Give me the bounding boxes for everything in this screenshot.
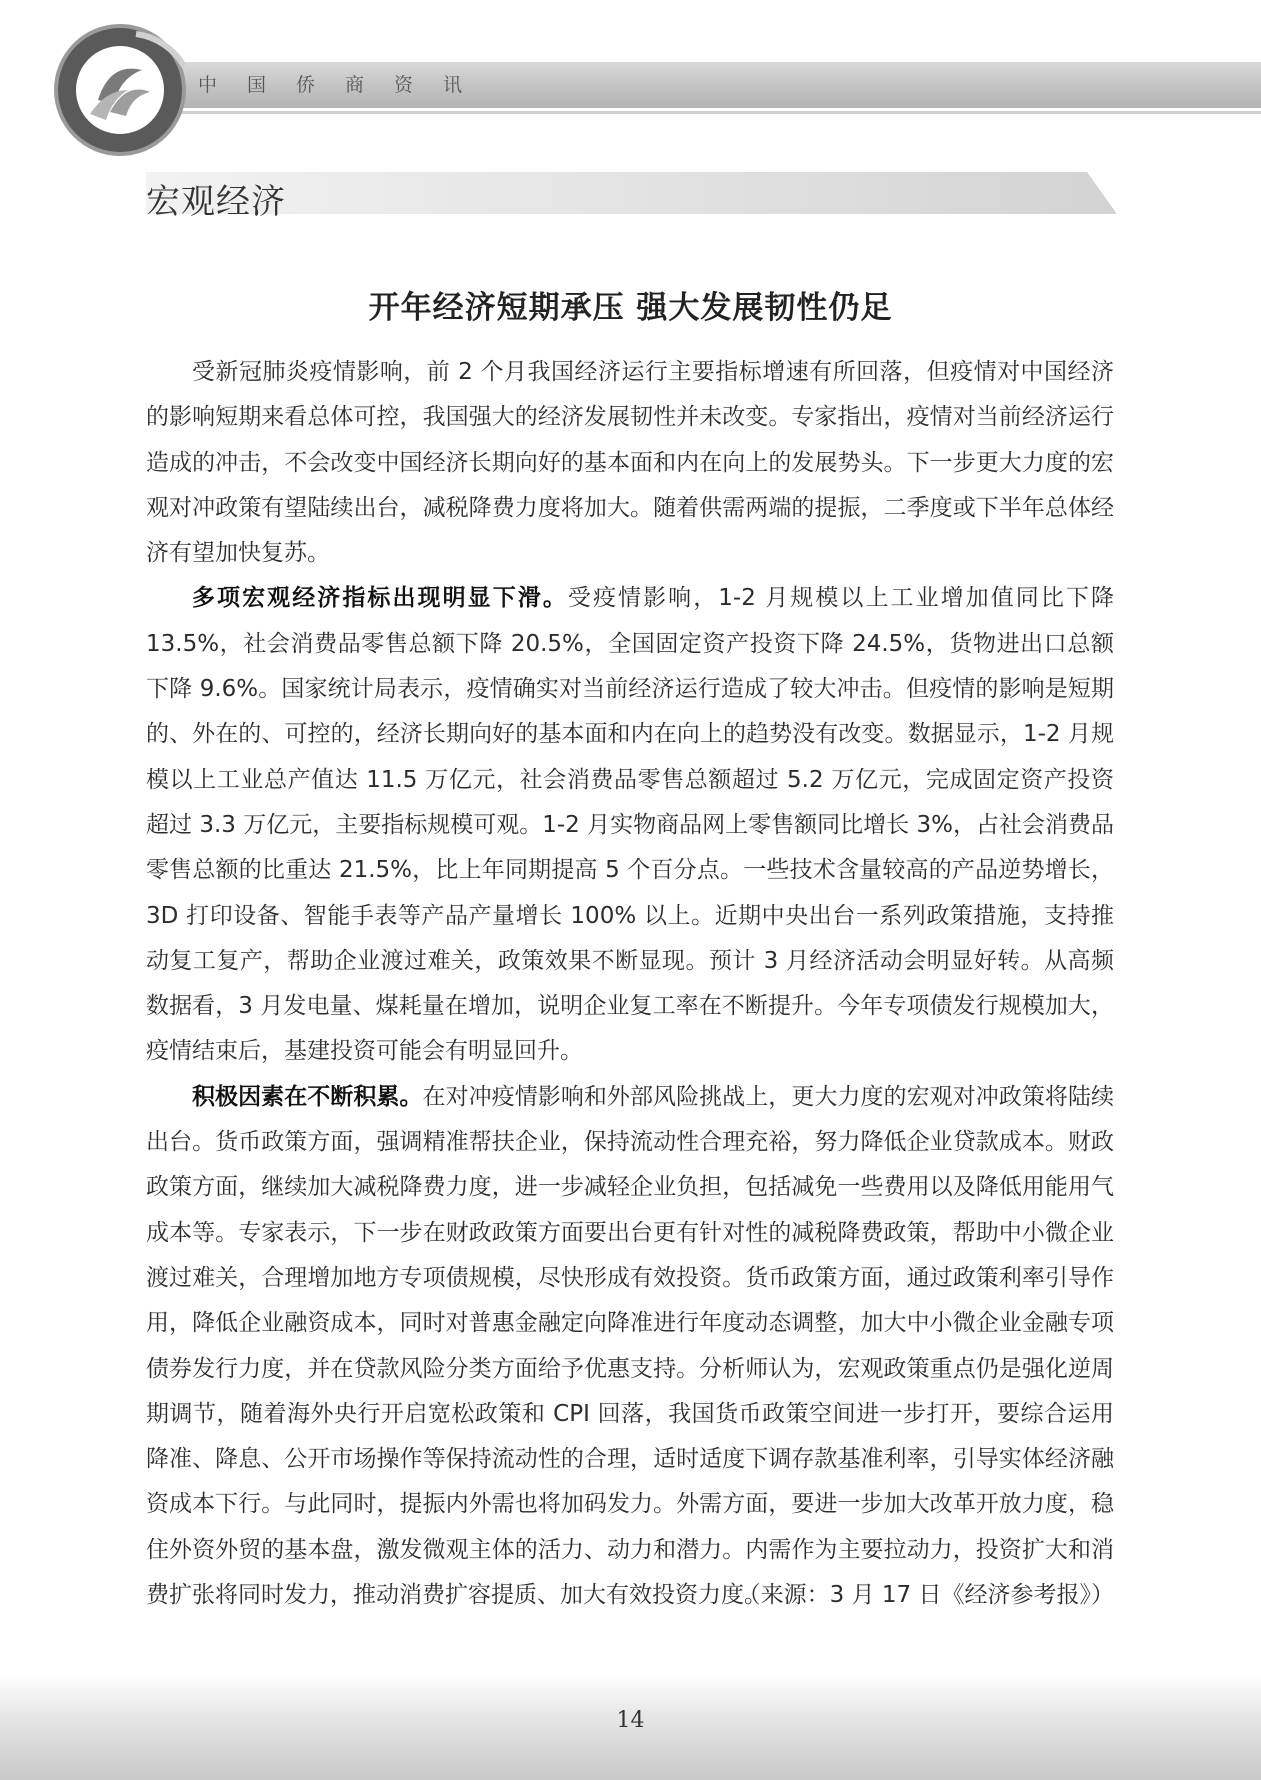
article-title: 开年经济短期承压 强大发展韧性仍足 [368,290,893,326]
logo [50,20,190,160]
section-title: 宏观经济 [146,182,286,222]
paragraph-1: 受新冠肺炎疫情影响，前 2 个月我国经济运行主要指标增速有所回落，但疫情对中国经济的影响短期来看总体可控，我国强大的经济发展韧性并未改变。专家指出，疫情对当前经济运行造成的冲击，不会改变中国经济长期向好的基本面和内在向上的发展势头。下一步更大力度的宏观对冲政策有望陆续出台，减税降费力度将加大。随着供需两端的提振，二季度或下半年总体经济有望加快复苏。 [146,359,1114,567]
paragraph-3-text: 在对冲疫情影响和外部风险挑战上，更大力度的宏观对冲政策将陆续出台。货币政策方面，强调精准帮扶企业，保持流动性合理充裕，努力降低企业贷款成本。财政政策方面，继续加大减税降费力度，进一步减轻企业负担，包括减免一些费用以及降低用能用气成本等。专家表示，下一步在财政政策方面要出台更有针对性的减税降费政策，帮助中小微企业渡过难关，合理增加地方专项债规模，尽快形成有效投资。货币政策方面，通过政策利率引导作用，降低企业融资成本，同时对普惠金融定向降准进行年度动态调整，加大中小微企业金融专项债券发行力度，并在贷款风险分类方面给予优惠支持。分析师认为，宏观政策重点仍是强化逆周期调节，随着海外央行开启宽松政策和 CPI 回落，我国货币政策空间进一步打开，要综合运用降准、降息、公开市场操作等保持流动性的合理，适时适度下调存款基准利率，引导实体经济融资成本下行。与此同时，提振内外需也将加码发力。外需方面，要进一步加大改革开放力度，稳住外资外贸的基本盘，激发微观主体的活力、动力和潜力。内需作为主要拉动力，投资扩大和消费扩张将同时发力，推动消费扩容提质、加大有效投资力度。 [146,1083,1115,1609]
paragraph-2 [146,576,1114,1074]
page-number: 14 [616,1708,645,1733]
paragraph-3 [146,1075,1114,1619]
paragraph-2-text: 受疫情影响，1-2 月规模以上工业增加值同比下降 13.5%，社会消费品零售总额下降 20.5%，全国固定资产投资下降 24.5%，货物进出口总额下降 9.6%。国家统计局表示，疫情确实对当前经济运行造成了较大冲击。但疫情的影响是短期的、外在的、可控的，经济长期向好的基本面和内在向上的趋势没有改变。数据显示，1-2 月规模以上工业总产值达 11.5 万亿元，社会消费品零售总额超过 5.2 万亿元，完成固定资产投资超过 3.3 万亿元，主要指标规模可观。1-2 月实物商品网上零售额同比增长 3%，占社会消费品零售总额的比重达 21.5%，比上年同期提高 5 个百分点。一些技术含量较高的产品逆势增长，3D 打印设备、智能手表等产品产量增长 100% 以上。近期中央出台一系列政策措施，支持推动复工复产，帮助企业渡过难关，政策效果不断显现。预计 3 月经济活动会明显好转。从高频数据看，3 月发电量、煤耗量在增加，说明企业复工率在不断提升。今年专项债发行规模加大，疫情结束后，基建投资可能会有明显回升。 [146,585,1114,1065]
paragraph-2-lead: 多项宏观经济指标出现明显下滑。 [192,585,568,612]
paragraph-3-lead: 积极因素在不断积累。 [192,1083,423,1110]
section-band [146,172,1116,214]
article-body [146,350,1114,1618]
header-title: 中国侨商资讯 [198,74,493,96]
source-citation: （来源：3 月 17 日《经济参考报》） [737,1582,1114,1609]
